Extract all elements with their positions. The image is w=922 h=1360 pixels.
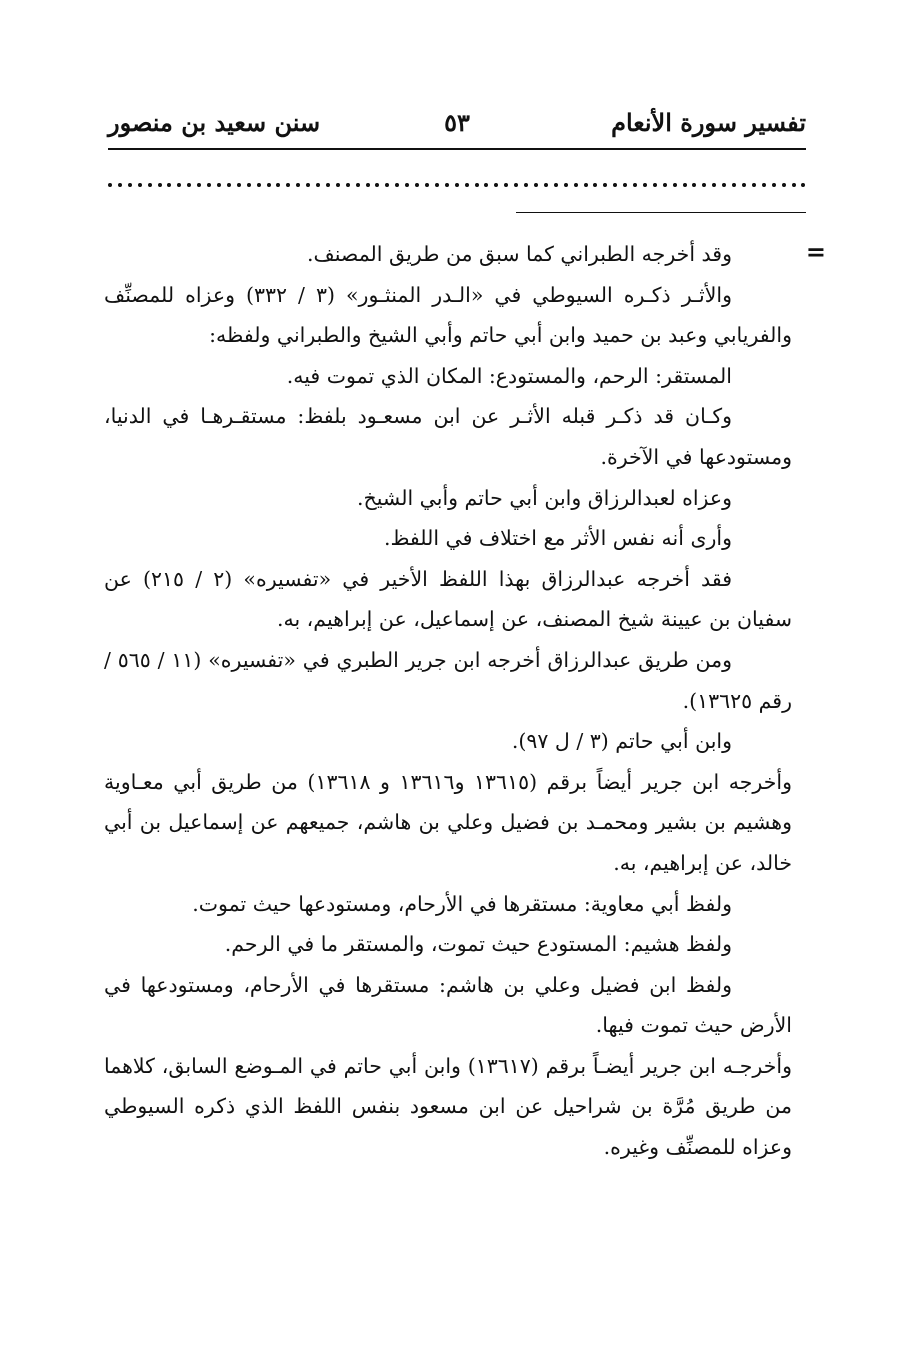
paragraph: وأخرجه ابن جرير أيضاً برقم (١٣٦١٥ و١٣٦١٦ و ١٣٦١٨) من طريق أبي معـاوية وهشيم بن بشير ومحمـد بن فضيل وعلي بن هاشم، جميعهم عن إسماعيل بن أبي خالد، عن إبراهيم، به. — [104, 769, 792, 875]
paragraph: وقد أخرجه الطبراني كما سبق من طريق المصنف. — [307, 242, 732, 266]
paragraph: ومن طريق عبدالرزاق أخرجه ابن جرير الطبري في «تفسيره» (١١ / ٥٦٥ / رقم ١٣٦٢٥). — [104, 647, 792, 713]
paragraph: وابن أبي حاتم (٣ / ل ٩٧). — [511, 729, 732, 754]
header-divider — [108, 148, 806, 150]
paragraph: وعزاه لعبدالرزاق وابن أبي حاتم وأبي الشيخ. — [356, 485, 732, 510]
paragraph: ولفظ أبي معاوية: مستقرها في الأرحام، ومستودعها حيث تموت. — [192, 891, 732, 916]
continuation-mark: = — [805, 237, 826, 266]
paragraph: فقد أخرجه عبدالرزاق بهذا اللفظ الأخير في «تفسيره» (٢ / ٢١٥) عن سفيان بن عيينة شيخ المصنف، عن إسماعيل، عن إبراهيم، به. — [104, 566, 792, 632]
paragraph: المستقر: الرحم، والمستودع: المكان الذي تموت فيه. — [286, 363, 732, 388]
page-header — [108, 100, 806, 146]
paragraph: وكـان قد ذكـر قبله الأثـر عن ابن مسعـود بلفظ: مستقـرهـا في الدنيا، ومستودعها في الآخرة. — [104, 404, 792, 469]
paragraph: وأخرجـه ابن جرير أيضـاً برقم (١٣٦١٧) وابن أبي حاتم في المـوضع السابق، كلاهما من طريق مُرَّة بن شراحيل عن ابن مسعود بنفس اللفظ الذي ذكره السيوطي وعزاه للمصنِّف وغيره. — [104, 1053, 792, 1160]
dotted-separator — [108, 174, 806, 196]
book-title: سنن سعيد بن منصور — [108, 108, 321, 137]
page-number: ٥٣ — [444, 108, 470, 137]
surah-title: تفسير سورة الأنعام — [611, 108, 806, 137]
paragraph: ولفظ هشيم: المستودع حيث تموت، والمستقر ما في الرحم. — [224, 932, 732, 957]
footnote-body — [104, 234, 792, 1168]
paragraph: ولفظ ابن فضيل وعلي بن هاشم: مستقرها في الأرحام، ومستودعها في الأرض حيث تموت فيها. — [104, 972, 792, 1038]
footnote-divider — [516, 212, 806, 213]
paragraph: وأرى أنه نفس الأثر مع اختلاف في اللفظ. — [383, 526, 732, 551]
paragraph: والأثـر ذكـره السيوطي في «الـدر المنثـور» (٣ / ٣٣٢) وعزاه للمصنِّف والفريابي وعبد بن حميد وابن أبي حاتم وأبي الشيخ والطبراني ولفظه: — [104, 282, 792, 348]
